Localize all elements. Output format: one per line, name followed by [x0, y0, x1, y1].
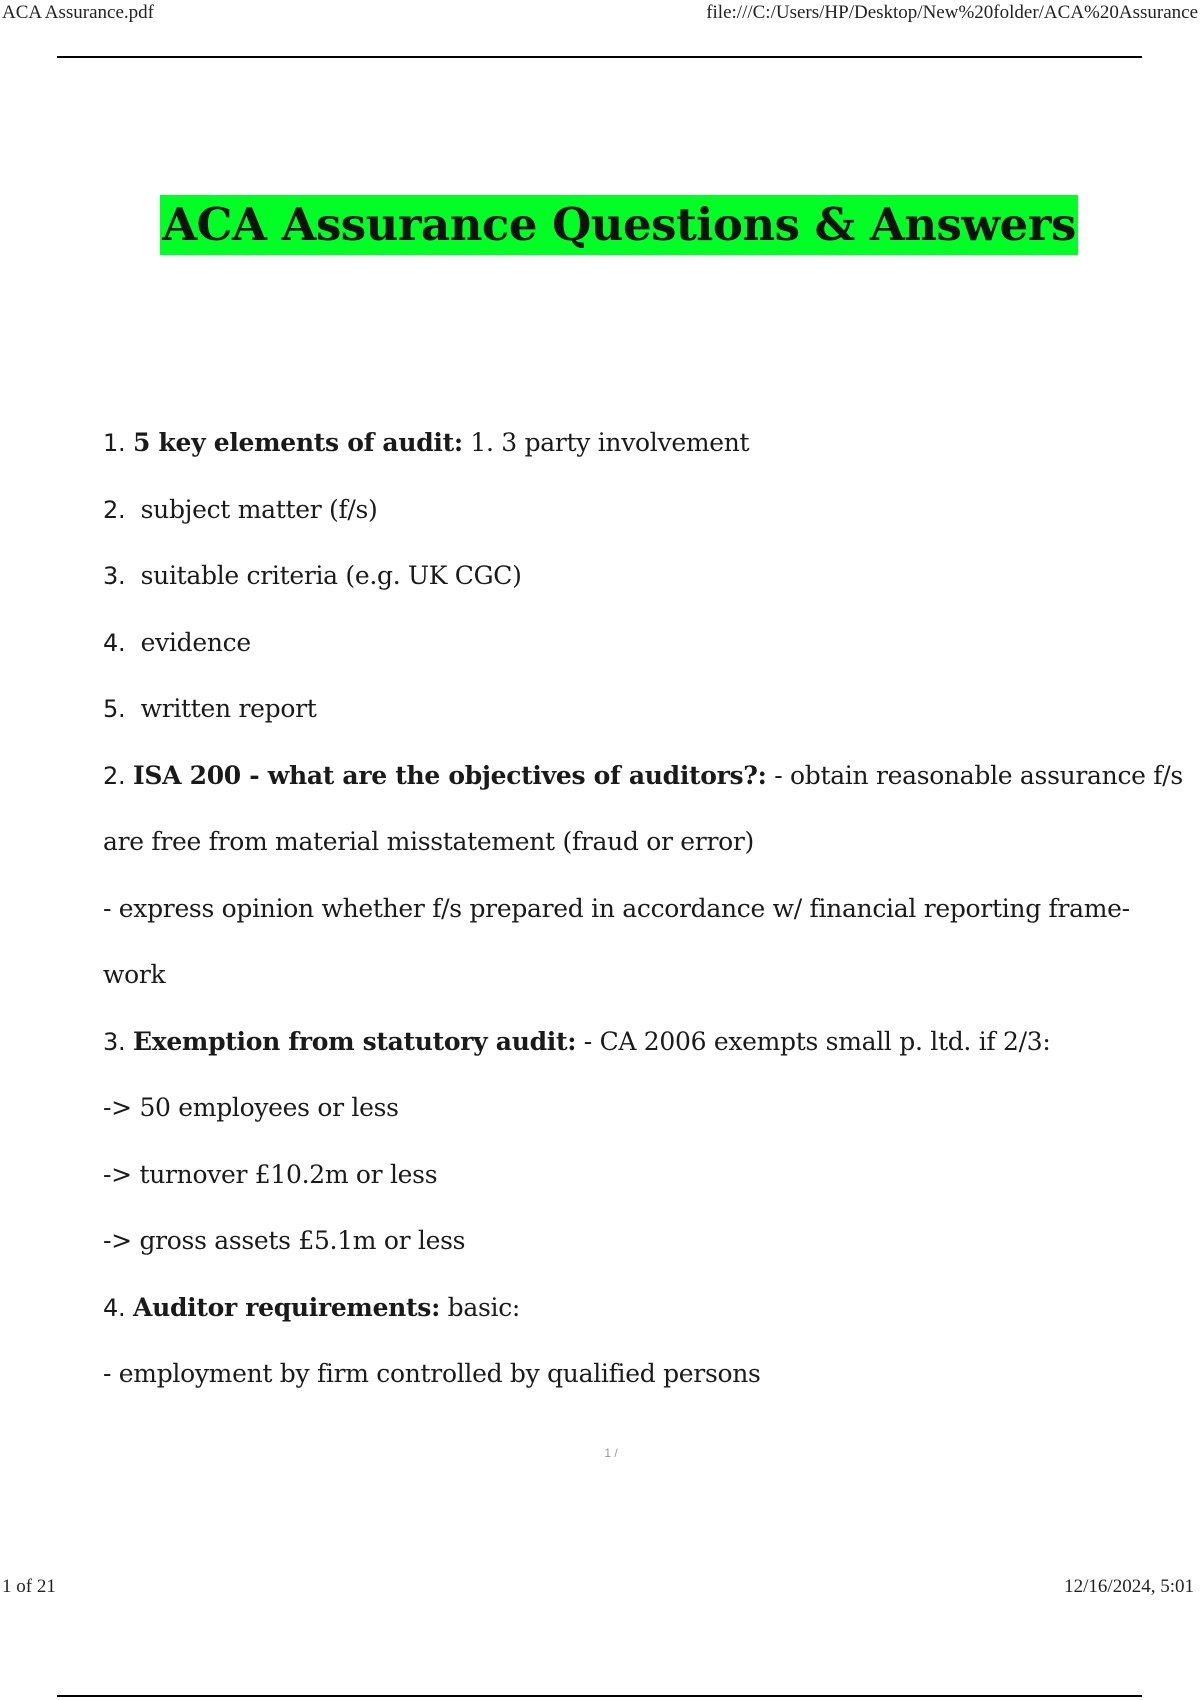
qa-line	[103, 1009, 1133, 1076]
answer-text: - employment by firm controlled by qualified persons	[103, 1359, 761, 1388]
title-container	[0, 195, 1200, 255]
qa-line	[103, 743, 1183, 810]
qa-line	[103, 1142, 1133, 1209]
qa-line	[103, 876, 1133, 943]
item-number: 3.	[103, 1027, 126, 1056]
answer-text: written report	[132, 694, 317, 723]
answer-text: -> gross assets £5.1m or less	[103, 1226, 466, 1255]
pdf-filename: ACA Assurance.pdf	[2, 2, 154, 23]
qa-content	[103, 410, 1183, 1408]
qa-line	[103, 543, 1133, 610]
answer-text: are free from material misstatement (fraud or error)	[103, 827, 754, 856]
answer-text: subject matter (f/s)	[132, 494, 378, 524]
qa-line	[103, 809, 1133, 876]
inner-page-number: 1 /	[604, 1446, 618, 1460]
question-text: 5 key elements of audit:	[132, 428, 463, 457]
item-number: 4.	[103, 1293, 126, 1322]
answer-text: evidence	[132, 627, 251, 657]
qa-line	[103, 477, 1133, 544]
qa-line	[103, 1275, 1133, 1342]
answer-text: - obtain reasonable assurance f/s	[766, 760, 1183, 790]
page-counter: 1 of 21	[2, 1576, 56, 1597]
top-divider	[57, 56, 1142, 58]
answer-text: 1. 3 party involvement	[462, 428, 750, 457]
item-number: 5.	[103, 695, 126, 723]
qa-line	[103, 676, 1133, 743]
answer-text: work	[103, 960, 166, 989]
question-text: Auditor requirements:	[132, 1292, 441, 1322]
answer-text: basic:	[440, 1292, 521, 1322]
qa-line	[103, 610, 1133, 677]
item-number: 2.	[103, 495, 126, 524]
document-title: ACA Assurance Questions & Answers	[160, 195, 1078, 255]
item-number: 4.	[103, 628, 126, 657]
answer-text: -> turnover £10.2m or less	[103, 1159, 438, 1189]
question-text: ISA 200 - what are the objectives of auditors?:	[132, 760, 767, 790]
item-number: 2.	[103, 761, 126, 790]
answer-text: suitable criteria (e.g. UK CGC)	[132, 561, 522, 590]
answer-text: - CA 2006 exempts small p. ltd. if 2/3:	[576, 1026, 1051, 1056]
answer-text: -> 50 employees or less	[103, 1093, 399, 1122]
qa-line	[103, 1075, 1133, 1142]
qa-line	[103, 1208, 1133, 1275]
item-number: 1.	[103, 429, 126, 457]
print-timestamp: 12/16/2024, 5:01	[1064, 1576, 1194, 1597]
qa-line	[103, 1341, 1133, 1408]
question-text: Exemption from statutory audit:	[132, 1026, 577, 1056]
item-number: 3.	[103, 562, 126, 590]
qa-line	[103, 942, 1133, 1009]
bottom-divider	[57, 1695, 1142, 1697]
answer-text: - express opinion whether f/s prepared in accordance w/ financial reporting frame-	[103, 893, 1130, 923]
qa-line	[103, 410, 1133, 477]
file-url: file:///C:/Users/HP/Desktop/New%20folder/ACA%20Assurance	[706, 2, 1198, 23]
